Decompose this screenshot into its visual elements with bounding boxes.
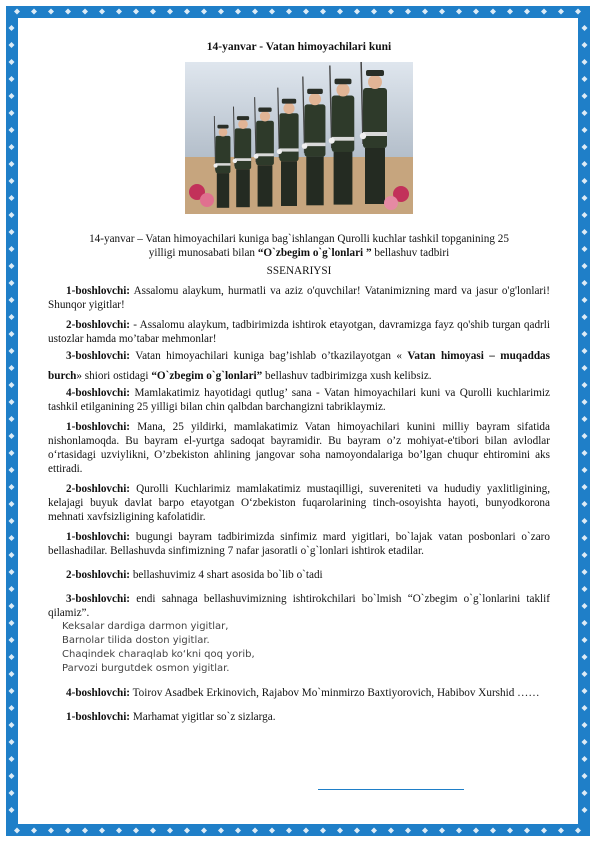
paragraph-7: [48, 530, 550, 558]
participants-list: Toirov Asadbek Erkinovich, Rajabov Mo`minmirzo Baxtiyorovich, Habibov Xurshid ……: [130, 687, 540, 699]
speaker-label: 4-boshlovchi:: [66, 387, 131, 399]
intro-heading: [48, 232, 550, 260]
poem: [48, 620, 550, 676]
intro-text-end: bellashuv tadbiri: [371, 247, 450, 259]
soldiers-photo: [185, 62, 413, 214]
paragraph-text: bellashuvimiz 4 shart asosida bo`lib o`tadi: [130, 569, 323, 581]
event-name: “O`zbegim o`g`lonlari”: [151, 370, 263, 382]
speaker-label: 3-boshlovchi:: [66, 350, 131, 362]
paragraph-4: [48, 386, 550, 414]
speaker-label: 3-boshlovchi:: [66, 593, 131, 605]
paragraph-text: bugungi bayram tadbirimizda sinfimiz mard yigitlari, bo`lajak vatan posbonlari o`zaro bellashadilar. Bellashuvda sinfimizning 7 nafar jasoratli o`g`lonlari ishtirok etadilar.: [48, 531, 550, 557]
paragraph-5: [48, 420, 550, 476]
speaker-label: 1-boshlovchi:: [66, 421, 131, 433]
closing-paragraph: [48, 710, 550, 724]
slogan: Vatan himoyasi – muqaddas burch: [48, 350, 550, 382]
paragraph-text: Assalomu alaykum, hurmatli va aziz o'quvchilar! Vatanimizning mard va jasur o'g'lonlari! Shunqor yigitlar!: [48, 285, 550, 311]
intro-line-2: [48, 246, 550, 260]
footer-line: [318, 789, 464, 790]
paragraph-text: - Assalomu alaykum, tadbirimizda ishtirok etayotgan, davramizga fayz qo'shib turgan qadrli ustozlar hamda mo’tabar mehmonlar!: [48, 319, 550, 345]
document-body: [48, 40, 550, 724]
poem-line: Chaqindek charaqlab ko‘kni qoq yorib,: [62, 649, 255, 660]
poem-line: Barnolar tilida doston yigitlar.: [62, 635, 210, 646]
speaker-label: 2-boshlovchi:: [66, 483, 131, 495]
paragraph-text: » shiori ostidagi: [76, 370, 152, 382]
speaker-label: 1-boshlovchi:: [66, 285, 131, 297]
paragraph-8: [48, 568, 550, 582]
paragraph-text: Mamlakatimiz hayotidagi qutlug’ sana - Vatan himoyachilari kuni va Qurolli kuchlarimiz tashkil etilganining 25 yilligi bilan chin qalbdan barchangizni tabriklaymiz.: [48, 387, 550, 413]
event-name: “O`zbegim o`g`lonlari ”: [257, 247, 372, 259]
paragraph-text: bellashuv tadbirimizga xush kelibsiz.: [262, 370, 432, 382]
document-title: 14-yanvar - Vatan himoyachilari kuni: [206, 41, 392, 53]
paragraph-text: Qurolli Kuchlarimiz mamlakatimiz mustaqilligi, suvereniteti va hududiy yaxlitligining, kelajagi buyuk davlat barpo etayotgan O‘zbekiston fuqarolarining tinch-osoyishta hayoti, bunyodkorona mehnati xavfsizligining kafolatidir.: [48, 483, 550, 523]
scenario-label: SSENARIYSI: [266, 265, 332, 277]
speaker-label: 2-boshlovchi:: [66, 569, 131, 581]
speaker-label: 2-boshlovchi:: [66, 319, 131, 331]
paragraph-9: [48, 592, 550, 620]
paragraph-2: [48, 318, 550, 346]
intro-line-1: 14-yanvar – Vatan himoyachilari kuniga bag`ishlangan Qurolli kuchlar tashkil topganining 25: [89, 233, 509, 245]
speaker-label: 1-boshlovchi:: [66, 531, 131, 543]
speaker-label: 4-boshlovchi:: [66, 687, 131, 699]
paragraph-3: [48, 346, 550, 386]
paragraph-6: [48, 482, 550, 524]
participants-paragraph: [48, 686, 550, 700]
paragraph-1: [48, 284, 550, 312]
poem-line: Keksalar dardiga darmon yigitlar,: [62, 621, 229, 632]
paragraph-text: Mana, 25 yildirki, mamlakatimiz Vatan himoyachilari kunini milliy bayram sifatida nishonlamoqda. Bu bayram el-yurtga sadoqat bayramidir. Bu bayram o’z mohiyat-e'tibori bilan avlodlar o‘rtasidagi uzviylikni, O’zbekiston ahlining jangovar soha namoyondalariga bo’lgan chuqur ehtiromini aks ettiradi.: [48, 421, 550, 475]
paragraph-text: endi sahnaga bellashuvimizning ishtirokchilari bo`lmish “O`zbegim o`g`lonlarini taklif qilamiz”.: [48, 593, 550, 619]
speaker-label: 1-boshlovchi:: [66, 711, 131, 723]
paragraph-text: Vatan himoyachilari kuniga bag’ishlab o’tkazilayotgan «: [130, 350, 408, 362]
intro-text: yilligi munosabati bilan: [148, 247, 258, 259]
poem-line: Parvozi burgutdek osmon yigitlar.: [62, 663, 230, 674]
paragraph-text: Marhamat yigitlar so`z sizlarga.: [130, 711, 276, 723]
